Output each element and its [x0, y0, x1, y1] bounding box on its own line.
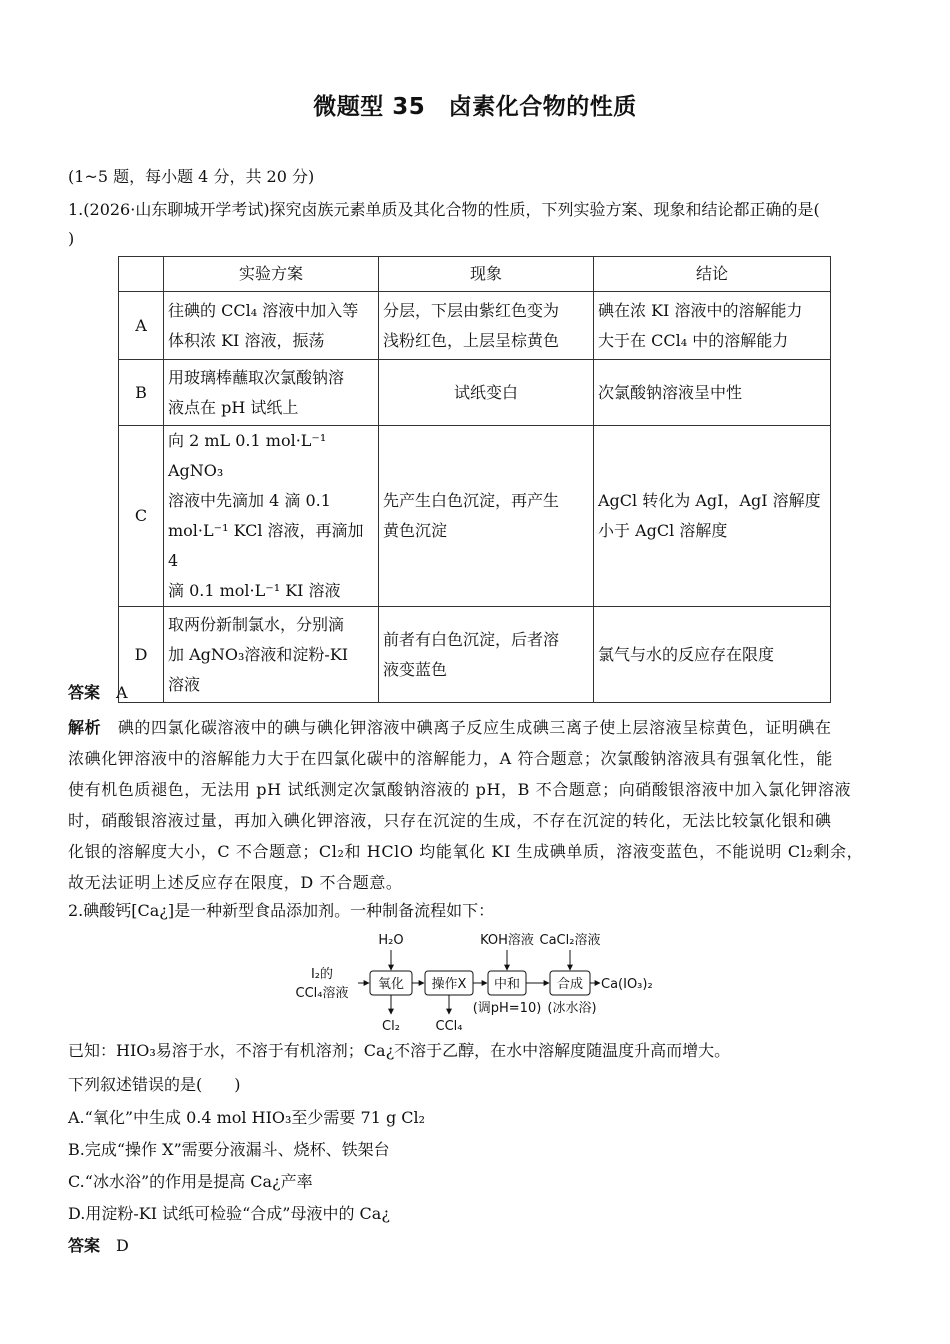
phenomenon-cell: [379, 607, 594, 703]
q2-question: 下列叙述错误的是( ): [68, 1075, 241, 1094]
flow-step-neutralize: 中和: [493, 977, 521, 992]
answer-label: 答案: [68, 1236, 101, 1255]
score-instructions: (1~5 题，每小题 4 分，共 20 分): [68, 167, 315, 186]
analysis-line: 故无法证明上述反应存在限度，D 不合题意。: [68, 873, 403, 892]
answer-label: 答案: [68, 683, 101, 702]
cell-line: AgCl 转化为 AgI，AgI 溶解度: [598, 491, 821, 510]
q2-option-d: D.用淀粉-KI 试纸可检验“合成”母液中的 Ca¿: [68, 1204, 390, 1223]
plan-cell: [164, 426, 379, 607]
analysis-text: 碘的四氯化碳溶液中的碘与碘化钾溶液中碘离子反应生成碘三离子使上层溶液呈棕黄色，证明碘在: [117, 718, 832, 737]
flow-reagent-water: H₂O: [378, 933, 404, 948]
phenomenon-cell: [379, 426, 594, 607]
cell-line: 前者有白色沉淀，后者溶: [383, 629, 560, 649]
plan-cell: [164, 360, 379, 426]
flow-note-ice-bath: (冰水浴): [547, 1001, 597, 1016]
cell-line: 大于在 CCl₄ 中的溶解能力: [598, 330, 789, 350]
analysis-line: [68, 712, 876, 743]
table-row: [119, 292, 831, 360]
flow-input-line2: CCl₄溶液: [295, 986, 349, 1001]
cell-line: 加 AgNO₃溶液和淀粉-KI: [168, 644, 349, 664]
q1-stem-line2: ): [68, 229, 75, 248]
row-label: B: [119, 360, 164, 426]
phenomenon-cell: 试纸变白: [379, 360, 594, 426]
cell-line: 碘在浓 KI 溶液中的溶解能力: [598, 300, 803, 320]
cell-line: 液点在 pH 试纸上: [168, 397, 299, 417]
flow-input-line1: I₂的: [310, 967, 334, 982]
row-label: D: [119, 607, 164, 703]
flow-output-cl2: Cl₂: [382, 1019, 400, 1034]
conclusion-cell: 氯气与水的反应存在限度: [594, 607, 831, 703]
flow-step-oxidation: 氧化: [377, 977, 405, 992]
answer-value: D: [116, 1236, 129, 1255]
cell-line: 液变蓝色: [383, 659, 448, 679]
flow-reagent-koh: KOH溶液: [480, 933, 534, 948]
header-plan: 实验方案: [164, 257, 379, 292]
q2-known: 已知：HIO₃易溶于水，不溶于有机溶剂；Ca¿不溶于乙醇，在水中溶解度随温度升高而增大。: [68, 1041, 731, 1060]
cell-line: 溶液中先滴加 4 滴 0.1: [168, 491, 331, 510]
analysis-line: 化银的溶解度大小，C 不合题意；Cl₂和 HClO 均能氧化 KI 生成碘单质，溶液变蓝色，不能说明 Cl₂剩余，: [68, 842, 864, 861]
header-phenomenon: 现象: [379, 257, 594, 292]
table-row: [119, 426, 831, 607]
cell-line: 体积浓 KI 溶液，振荡: [168, 330, 325, 350]
row-label: C: [119, 426, 164, 607]
plan-cell: [164, 292, 379, 360]
flow-reagent-cacl2: CaCl₂溶液: [539, 933, 601, 948]
cell-line: 取两份新制氯水，分别滴: [168, 614, 345, 634]
cell-line: 用玻璃棒蘸取次氯酸钠溶: [168, 367, 345, 387]
phenomenon-cell: [379, 292, 594, 360]
table-header-row: [119, 257, 831, 292]
cell-line: 溶液: [168, 674, 201, 694]
table-row: [119, 360, 831, 426]
analysis-line: 浓碘化钾溶液中的溶解能力大于在四氯化碳中的溶解能力，A 符合题意；次氯酸钠溶液具有强氧化性，能: [68, 749, 833, 768]
cell-line: 小于 AgCl 溶解度: [598, 521, 728, 540]
cell-line: 先产生白色沉淀，再产生: [383, 491, 560, 510]
page-title: 微题型 35 卤素化合物的性质: [313, 94, 637, 120]
header-conclusion: 结论: [594, 257, 831, 292]
q2-option-c: C.“冰水浴”的作用是提高 Ca¿产率: [68, 1172, 313, 1191]
table-row: [119, 607, 831, 703]
cell-line: 分层，下层由紫红色变为: [383, 300, 560, 320]
flow-product: Ca(IO₃)₂: [601, 977, 653, 992]
q2-option-b: B.完成“操作 X”需要分液漏斗、烧杯、铁架台: [68, 1140, 390, 1159]
flow-step-synthesis: 合成: [556, 977, 584, 992]
analysis-label: 解析: [68, 718, 102, 737]
conclusion-cell: 次氯酸钠溶液呈中性: [594, 360, 831, 426]
cell-line: 黄色沉淀: [383, 521, 448, 540]
flow-output-ccl4: CCl₄: [435, 1019, 463, 1034]
q1-analysis: [68, 712, 876, 898]
q1-table: [118, 256, 831, 703]
cell-line: 滴 0.1 mol·L⁻¹ KI 溶液: [168, 581, 341, 600]
analysis-line: 使有机色质褪色，无法用 pH 试纸测定次氯酸钠溶液的 pH，B 不合题意；向硝酸银溶液中加入氯化钾溶液: [68, 780, 852, 799]
header-empty: [119, 257, 164, 292]
answer-value: A: [116, 683, 128, 702]
process-flow-diagram: [290, 926, 670, 1036]
q2-stem: 2.碘酸钙[Ca¿]是一种新型食品添加剂。一种制备流程如下：: [68, 901, 495, 920]
analysis-line: 时，硝酸银溶液过量，再加入碘化钾溶液，只存在沉淀的生成，不存在沉淀的转化，无法比较氯化银和碘: [68, 811, 832, 830]
cell-line: 向 2 mL 0.1 mol·L⁻¹ AgNO₃: [168, 431, 327, 480]
q1-answer: [68, 682, 128, 704]
row-label: A: [119, 292, 164, 360]
plan-cell: [164, 607, 379, 703]
flow-note-ph: (调pH=10): [472, 1001, 542, 1016]
cell-line: 往碘的 CCl₄ 溶液中加入等: [168, 300, 359, 320]
flow-step-operation-x: 操作X: [431, 977, 467, 992]
q2-option-a: A.“氧化”中生成 0.4 mol HIO₃至少需要 71 g Cl₂: [68, 1108, 426, 1127]
cell-line: mol·L⁻¹ KCl 溶液，再滴加 4: [168, 521, 364, 570]
conclusion-cell: [594, 426, 831, 607]
q2-answer: [68, 1235, 129, 1257]
conclusion-cell: [594, 292, 831, 360]
cell-line: 浅粉红色，上层呈棕黄色: [383, 330, 560, 350]
q1-stem-line1: 1.(2026·山东聊城开学考试)探究卤族元素单质及其化合物的性质，下列实验方案、现象和结论都正确的是(: [68, 200, 820, 219]
